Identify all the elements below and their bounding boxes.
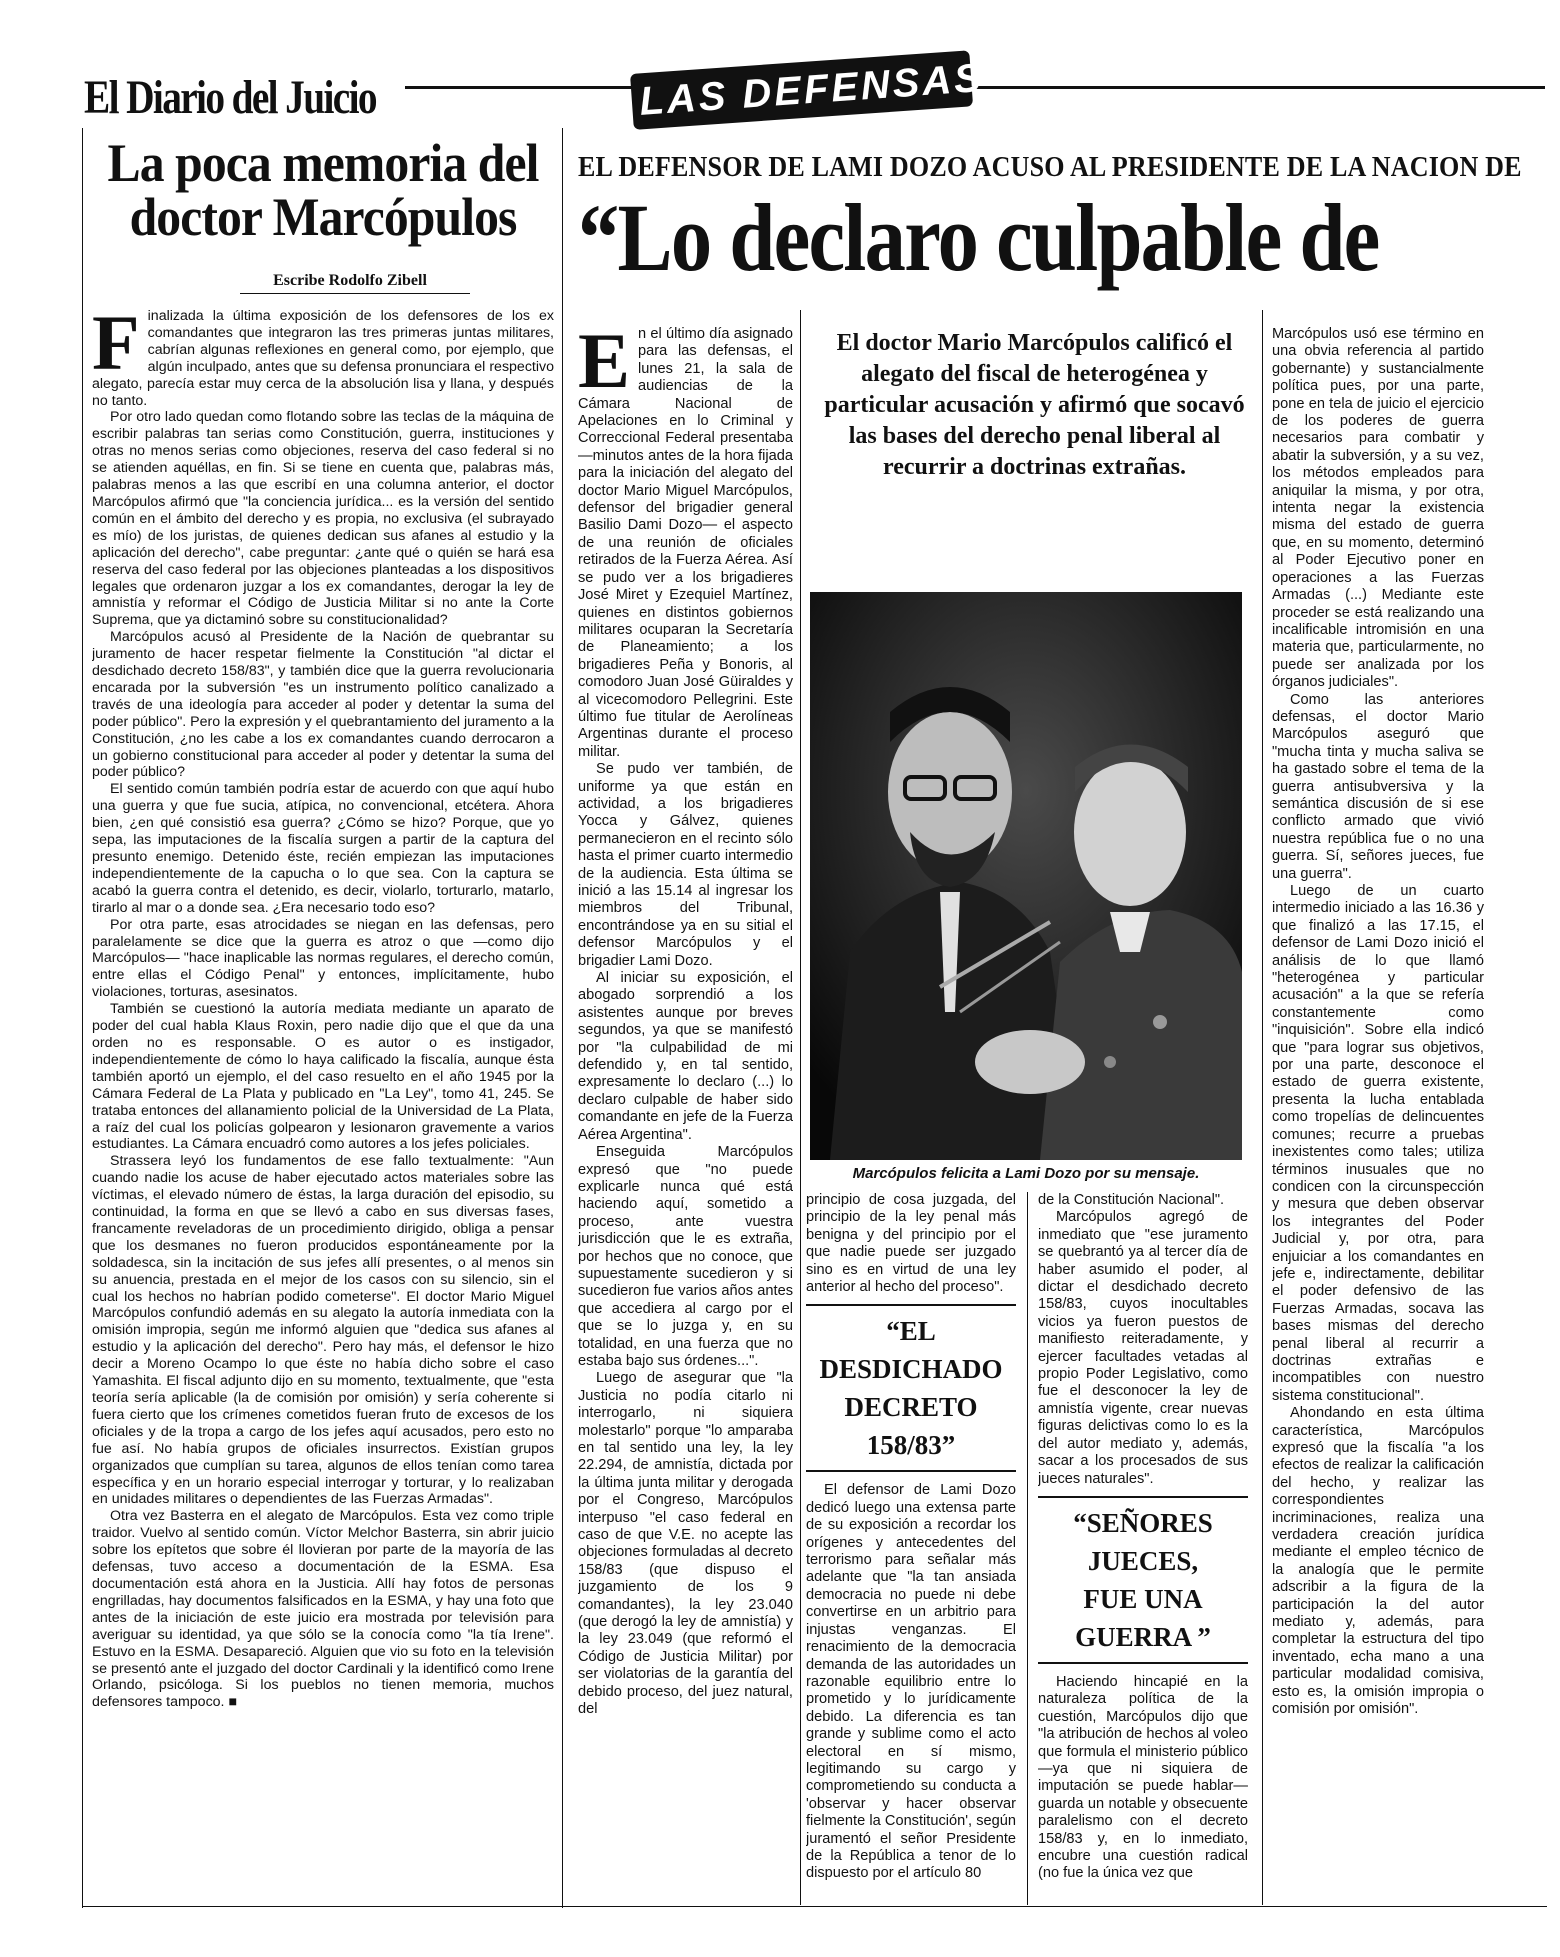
left-byline: Escribe Rodolfo Zibell xyxy=(273,272,427,289)
subhead-guerra-line2: FUE UNA GUERRA ” xyxy=(1075,1583,1211,1652)
right-text-12: Como las anteriores defensas, el doctor Mario Marcópulos aseguró que "mucha tinta y mucha saliva se ha gastado sobre el tema de la guerra antisubversiva y la semántica discusión de si ese conflicto armado que vivió nuestra república fue o no una guerra. Sí, señores jueces, fue una guerra". xyxy=(1272,691,1484,882)
left-dropcap: F xyxy=(92,308,140,386)
right-text-7: El defensor de Lami Dozo dedicó luego una extensa parte de su exposición a recordar los orígenes y antecedentes del terrorismo para señalar más adelante que "la tan ansiada democracia no puede ni debe convertirse en un arbitrio para injustas venganzas. El renacimiento de la democracia demanda de las autoridades un razonable equilibrio entre lo prometido y lo jurídicamente debido. La diferencia es tan grande y sublime como el acto electoral en sí mismo, legitimando su cargo y comprometiendo su conducta a 'observar y hacer observar fielmente la Constitución', según juramentó el señor Presidente de la República a tenor de lo dispuesto por el artículo 80 xyxy=(806,1482,1016,1882)
right-headline: “Lo declaro culpable de xyxy=(578,184,1379,291)
left-paragraph-6: También se cuestionó la autoría mediata mediante un aparato de poder del cual habla Klaus Roxin, pero nadie dijo que el que da una orden no es responsable. O es autor o es instigador, independientemente de cómo lo haya calificado la fiscalía, aunque ésta también aportó un ejemplo, el del caso resuelto en el año 1945 por la Cámara Federal de La Plata y publicado en "La Ley", tomo 41, 245. Se trataba entonces del allanamiento policial de la Universidad de La Plata, a raíz del cual los policías golpearon y lesionaron gravemente a varios estudiantes. La Cámara encuadró como autores a los jefes policiales. xyxy=(92,1001,554,1153)
right-deck: El doctor Mario Marcópulos calificó el alegato del fiscal de heterogénea y particular acusación y afirmó que socavó las bases del derecho penal liberal al recurrir a doctrinas extrañas. xyxy=(824,330,1245,480)
subhead-desdichado-line2: DECRETO 158/83” xyxy=(844,1392,978,1461)
bottom-border xyxy=(82,1906,1547,1907)
right-col-divider-3 xyxy=(1262,310,1263,1905)
right-text-2: Se pudo ver también, de uniforme ya que están en actividad, a los brigadieres Yocca y Gálvez, quienes permanecieron en el recinto sólo hasta el primer cuarto intermedio de la audiencia. Esta última se inició a las 15.14 al ingresar los miembros del Tribunal, encontrándose ya en su sitial el defensor Marcópulos y el brigadier Lami Dozo. xyxy=(578,761,793,969)
subhead-desdichado xyxy=(806,1312,1016,1464)
article-divider xyxy=(562,128,563,1908)
sub2-top-rule xyxy=(1038,1496,1248,1498)
left-headline xyxy=(88,133,558,247)
press-photo xyxy=(810,592,1242,1160)
left-paragraph-3: Marcópulos acusó al Presidente de la Nación de quebrantar su juramento de hacer respetar fielmente la Constitución "al dictar el desdichado decreto 158/83", y también dice que la guerra revolucionaria encarada por la subversión "es un instrumento político canalizado a través de una ideología para acceder al poder y detentar la suma del poder público". Pero la expresión y el quebrantamiento del juramento a la Constitución, ¿no les cabe a los ex comandantes cuando derrocaron a un gobierno constitucional para acceder al poder y detentar la suma del poder público? xyxy=(92,629,554,781)
right-text-3: Al iniciar su exposición, el abogado sorprendió a los asistentes aunque por breves segundos, ya que se manifestó por "la culpabilidad de mi defendido y, en tal sentido, expresamente lo declaro (...) lo declaro culpable de haber sido comandante en jefe de la Fuerza Aérea Argentina". xyxy=(578,970,793,1143)
right-col-divider-1 xyxy=(800,310,801,1905)
left-byline-rule xyxy=(240,293,470,294)
right-column-1 xyxy=(578,326,793,1906)
sub1-top-rule xyxy=(806,1304,1016,1306)
section-label: LAS DEFENSAS xyxy=(638,55,986,124)
right-dropcap: E xyxy=(578,326,631,404)
left-article-body xyxy=(92,308,554,1890)
sub2-bottom-rule xyxy=(1038,1662,1248,1664)
right-text-11: Marcópulos usó ese término en una obvia referencia al partido gobernante) y sustancialmente política pues, por una parte, pone en tela de juicio el ejercicio de los poderes de guerra necesarios para combatir y abatir la subversión, y a su vez, los métodos empleados para aniquilar la misma, y por otra, intenta negar la existencia misma del estado de guerra que, en su momento, determinó al Poder Ejecutivo poner en operaciones a las Fuerzas Armadas (...) Mediante este proceder se está realizando una incalificable intromisión en una materia que, particularmente, no puede ser analizada por los órganos judiciales". xyxy=(1272,326,1484,691)
left-paragraph-2: Por otro lado quedan como flotando sobre las teclas de la máquina de escribir palabras tan serias como Constitución, guerra, instituciones y otras no menos serias como objeciones, reserva del caso federal si no se atienden aquéllas, en fin. Si se tiene en cuenta que, palabras más, palabras menos a las que escribí en una columna anterior, el doctor Marcópulos afirmó que "la conciencia jurídica... es la versión del sentido común en el ámbito del derecho y es propia, no exclusiva (el subrayado es mío) de los juristas, de quienes dedican sus afanes al estudio y la aplicación del derecho", cabe preguntar: ¿ante qué o quién se hará esa reserva del caso federal por las objeciones planteadas a los dispositivos legales que ordenaron juzgar a los ex comandantes, derogar la ley de amnistía y reformar el Código de Justicia Militar si no ante la Corte Suprema, que ya dictaminó sobre su constitucionalidad? xyxy=(92,409,554,629)
right-text-9: Marcópulos agregó de inmediato que "ese juramento se quebrantó ya al tercer día de haber asumido el poder, al dictar el desdichado decreto 158/83, cuyos inocultables vicios ya fueron puestos de manifiesto reiteradamente, y ejercer facultades vetadas al propio Poder Legislativo, como fue el desconocer la ley de amnistía vigente, crear nuevas figuras delictivas como lo es la del autor mediato y, además, sacar a los procesados de sus jueces naturales". xyxy=(1038,1209,1248,1487)
right-text-8: de la Constitución Nacional". xyxy=(1038,1192,1225,1208)
right-text-1: n el último día asignado para las defensas, el lunes 21, la sala de audiencias de la Cámara Nacional de Apelaciones en lo Criminal y Correccional Federal presentaba —minutos antes de la hora fijada para la iniciación del alegato del doctor Mario Miguel Marcópulos, defensor del brigadier general Basilio Dami Dozo— el aspecto de una reunión de oficiales retirados de la Fuerza Aérea. Así se pudo ver a los brigadieres José Miret y Ezequiel Martínez, quienes en distintos gobiernos militares ocuparan la Secretaría de Planeamiento; a los brigadieres Peña y Bonoris, al comodoro Juan José Güiraldes y al vicecomodoro Pellegrini. Este último fue titular de Aerolíneas Argentinas durante el proceso militar. xyxy=(578,326,793,760)
subhead-guerra-line1: “SEÑORES JUECES, xyxy=(1073,1507,1213,1576)
right-kicker: EL DEFENSOR DE LAMI DOZO ACUSO AL PRESIDENTE DE LA NACION DE xyxy=(578,152,1522,183)
subhead-desdichado-line1: “EL DESDICHADO xyxy=(819,1316,1003,1385)
right-text-13: Luego de un cuarto intermedio iniciado a las 16.36 y que finalizó a las 17.15, el defensor de Lami Dozo inició el análisis de lo que llamó "heterogénea y particular acusación" a la que se refería constantemente como "inquisición". Sobre ella indicó que "para lograr sus objetivos, por una parte, desconoce el estado de guerra existente, presenta la lucha entablada como tropelías de delincuentes comunes; recurre a pruebas inexistentes como tales; utiliza términos inusuales que no condicen con la circunspección y mesura que deben observar los integrantes del Poder Judicial y, por otra, para enjuiciar a los comandantes en jefe e, indirectamente, debilitar el poder defensivo de las Fuerzas Armadas, socava las bases mismas del derecho penal liberal al recurrir a doctrinas extrañas e incompatibles con nuestro sistema constitucional". xyxy=(1272,883,1484,1404)
right-column-4 xyxy=(1272,326,1484,1906)
left-paragraph-8: Otra vez Basterra en el alegato de Marcópulos. Esta vez como triple traidor. Vuelvo al sentido común. Víctor Melchor Basterra, sin abrir juicio sobre los epítetos que sobre él llovieran por parte de la mayoría de las defensas, tuvo acceso a documentación de la ESMA. Esa documentación está ahora en la Justicia. Allí hay fotos de personas engrilladas, hay documentos falsificados en la ESMA, y hay una foto que antes de la iniciación de este juicio era mostrada por televisión para averiguar su identidad, ya que sólo se la conocía como "la tía Irene". Estuvo en la ESMA. Desapareció. Alguien que vio su foto en la televisión se presentó ante el juzgado del doctor Cardinali y la identificó como Irene Orlando, psicóloga. Si los pueblos no tienen memoria, muchos defensores tampoco. ■ xyxy=(92,1508,554,1711)
left-headline-line1: La poca memoria del xyxy=(107,133,539,193)
right-text-6: principio de cosa juzgada, del principio de la ley penal más benigna y del principio por el que nadie puede ser juzgado sino es en virtud de una ley anterior al hecho del proceso". xyxy=(806,1192,1016,1296)
right-column-3 xyxy=(1038,1192,1248,1906)
left-headline-line2: doctor Marcópulos xyxy=(129,187,517,247)
photo-illustration xyxy=(810,592,1242,1160)
right-column-2 xyxy=(806,1192,1016,1906)
subhead-guerra xyxy=(1038,1504,1248,1656)
left-border xyxy=(82,128,83,1908)
right-text-10: Haciendo hincapié en la naturaleza política de la cuestión, Marcópulos dijo que "la atribución de hechos al voleo que formula el ministerio público —ya que ni siquiera de imputación se puede hablar— guarda un notable y obsecuente paralelismo con el decreto 158/83 y, en lo inmediato, encubre una cuestión radical (no fue la única vez que xyxy=(1038,1673,1248,1882)
right-col-divider-2 xyxy=(1027,1192,1028,1905)
right-text-5: Luego de asegurar que "la Justicia no podía citarlo ni interrogarlo, ni siquiera molestarlo" porque "lo amparaba en tal sentido una ley, la ley 22.294, de amnistía, dictada por la última junta militar y derogada por el Congreso, Marcópulos interpuso "el caso federal en caso de que V.E. no acepte las objeciones formuladas al decreto 158/83 (que dispuso el juzgamiento de los 9 comandantes), la ley 23.040 (que derogó la ley de amnistía) y la ley 23.049 (que reformó el Código de Justicia Militar) por ser violatorias de la garantía del debido proceso, del juez natural, del xyxy=(578,1370,793,1718)
sub1-bottom-rule xyxy=(806,1470,1016,1472)
right-text-4: Enseguida Marcópulos expresó que "no puede explicarle nunca qué está haciendo aquí, sometido a proceso, ante vuestra jurisdicción que le es extraña, por hechos que no conoce, que supuestamente sucedieron y si sucedieron fue varios años antes que accediera al cargo por el que se lo juzga y, en su totalidad, en una fuerza que no estaba bajo sus órdenes...". xyxy=(578,1144,793,1369)
left-paragraph-5: Por otra parte, esas atrocidades se niegan en las defensas, pero paralelamente se dice que la guerra es atroz o que —como dijo Marcópulos— "hace inaplicable las normas regulares, el derecho común, entre ellas el Código Penal" y entonces, implícitamente, hubo violaciones, torturas, asesinatos. xyxy=(92,916,554,1001)
right-text-14: Ahondando en esta última característica, Marcópulos expresó que la fiscalía "a los efectos de realizar la calificación del hecho, y realizar las correspondientes incriminaciones, realiza una verdadera creación jurídica mediante el empleo técnico de la analogía que le permite adscribir a la figura de la participación la del autor mediato y, además, para completar la estructura del tipo inventado, echa mano a una particular modalidad comisiva, esto es, la omisión impropia o comisión por omisión". xyxy=(1272,1405,1484,1718)
left-paragraph-4: El sentido común también podría estar de acuerdo con que aquí hubo una guerra y que fue sucia, atípica, no convencional, etcétera. Ahora bien, ¿en qué consistió esa guerra? ¿Cómo se hizo? Porque, que yo sepa, las imputaciones de la fiscalía surgen a partir de la captura del presunto enemigo. Detenido éste, recién empiezan las imputaciones independientemente de la capucha o lo que sea. Con la captura se acabó la guerra contra el detenido, es decir, violarlo, torturarlo, matarlo, tirarlo al mar o a donde sea. ¿Era necesario todo eso? xyxy=(92,781,554,916)
masthead-title: El Diario del Juicio xyxy=(84,71,376,124)
photo-caption: Marcópulos felicita a Lami Dozo por su mensaje. xyxy=(852,1165,1200,1182)
left-paragraph-7: Strassera leyó los fundamentos de ese fallo textualmente: "Aun cuando nadie los acuse de haber ejecutado actos materiales sobre las víctimas, el elevado número de éstas, la larga duración del episodio, su continuidad, la forma en que se llevó a cabo en sus diversas fases, francamente reveladoras de un procedimiento dirigido, obliga a pensar que los desmanes no fueron producidos espontáneamente por la soldadesca, sin la incitación de sus jefes allí presentes, o al menos sin su anuencia, prestada en el mejor de los casos con su silencio, sin el cual los hechos no habrían podido cometerse". El doctor Mario Miguel Marcópulos confundió además en su alegato la autoría inmediata con la omisión impropia, según me informó alguien que "dedica sus afanes al estudio y la aplicación del derecho". Pero hay más, el defensor le hizo decir a Moreno Ocampo lo que éste no había dicho sobre el caso Yamashita. El fiscal adjunto dijo en su momento, textualmente, que "esta teoría sería aplicable (la de comisión por omisión) y sería coherente si fuera cierto que los crímenes cometidos fueran fruto de excesos de los oficiales y de la tropa a cargo de los jefes aquí acusados, pero esto no fue así. No había grupos de oficiales insurrectos. Existían grupos organizados que cumplían su tarea, algunos de ellos tenían como tarea específica y en un horario especial interrogar y torturar, y lo realizaban en unidades militares o dependientes de las Fuerzas Armadas". xyxy=(92,1153,554,1508)
left-paragraph-1: inalizada la última exposición de los defensores de los ex comandantes que integraron las tres primeras juntas militares, cabrían algunas reflexiones en general como, por ejemplo, que algún inculpado, antes que su defensa pronunciara el respectivo alegato, parecía estar muy cerca de la absolución lisa y llana, y después no tanto. xyxy=(92,308,554,409)
